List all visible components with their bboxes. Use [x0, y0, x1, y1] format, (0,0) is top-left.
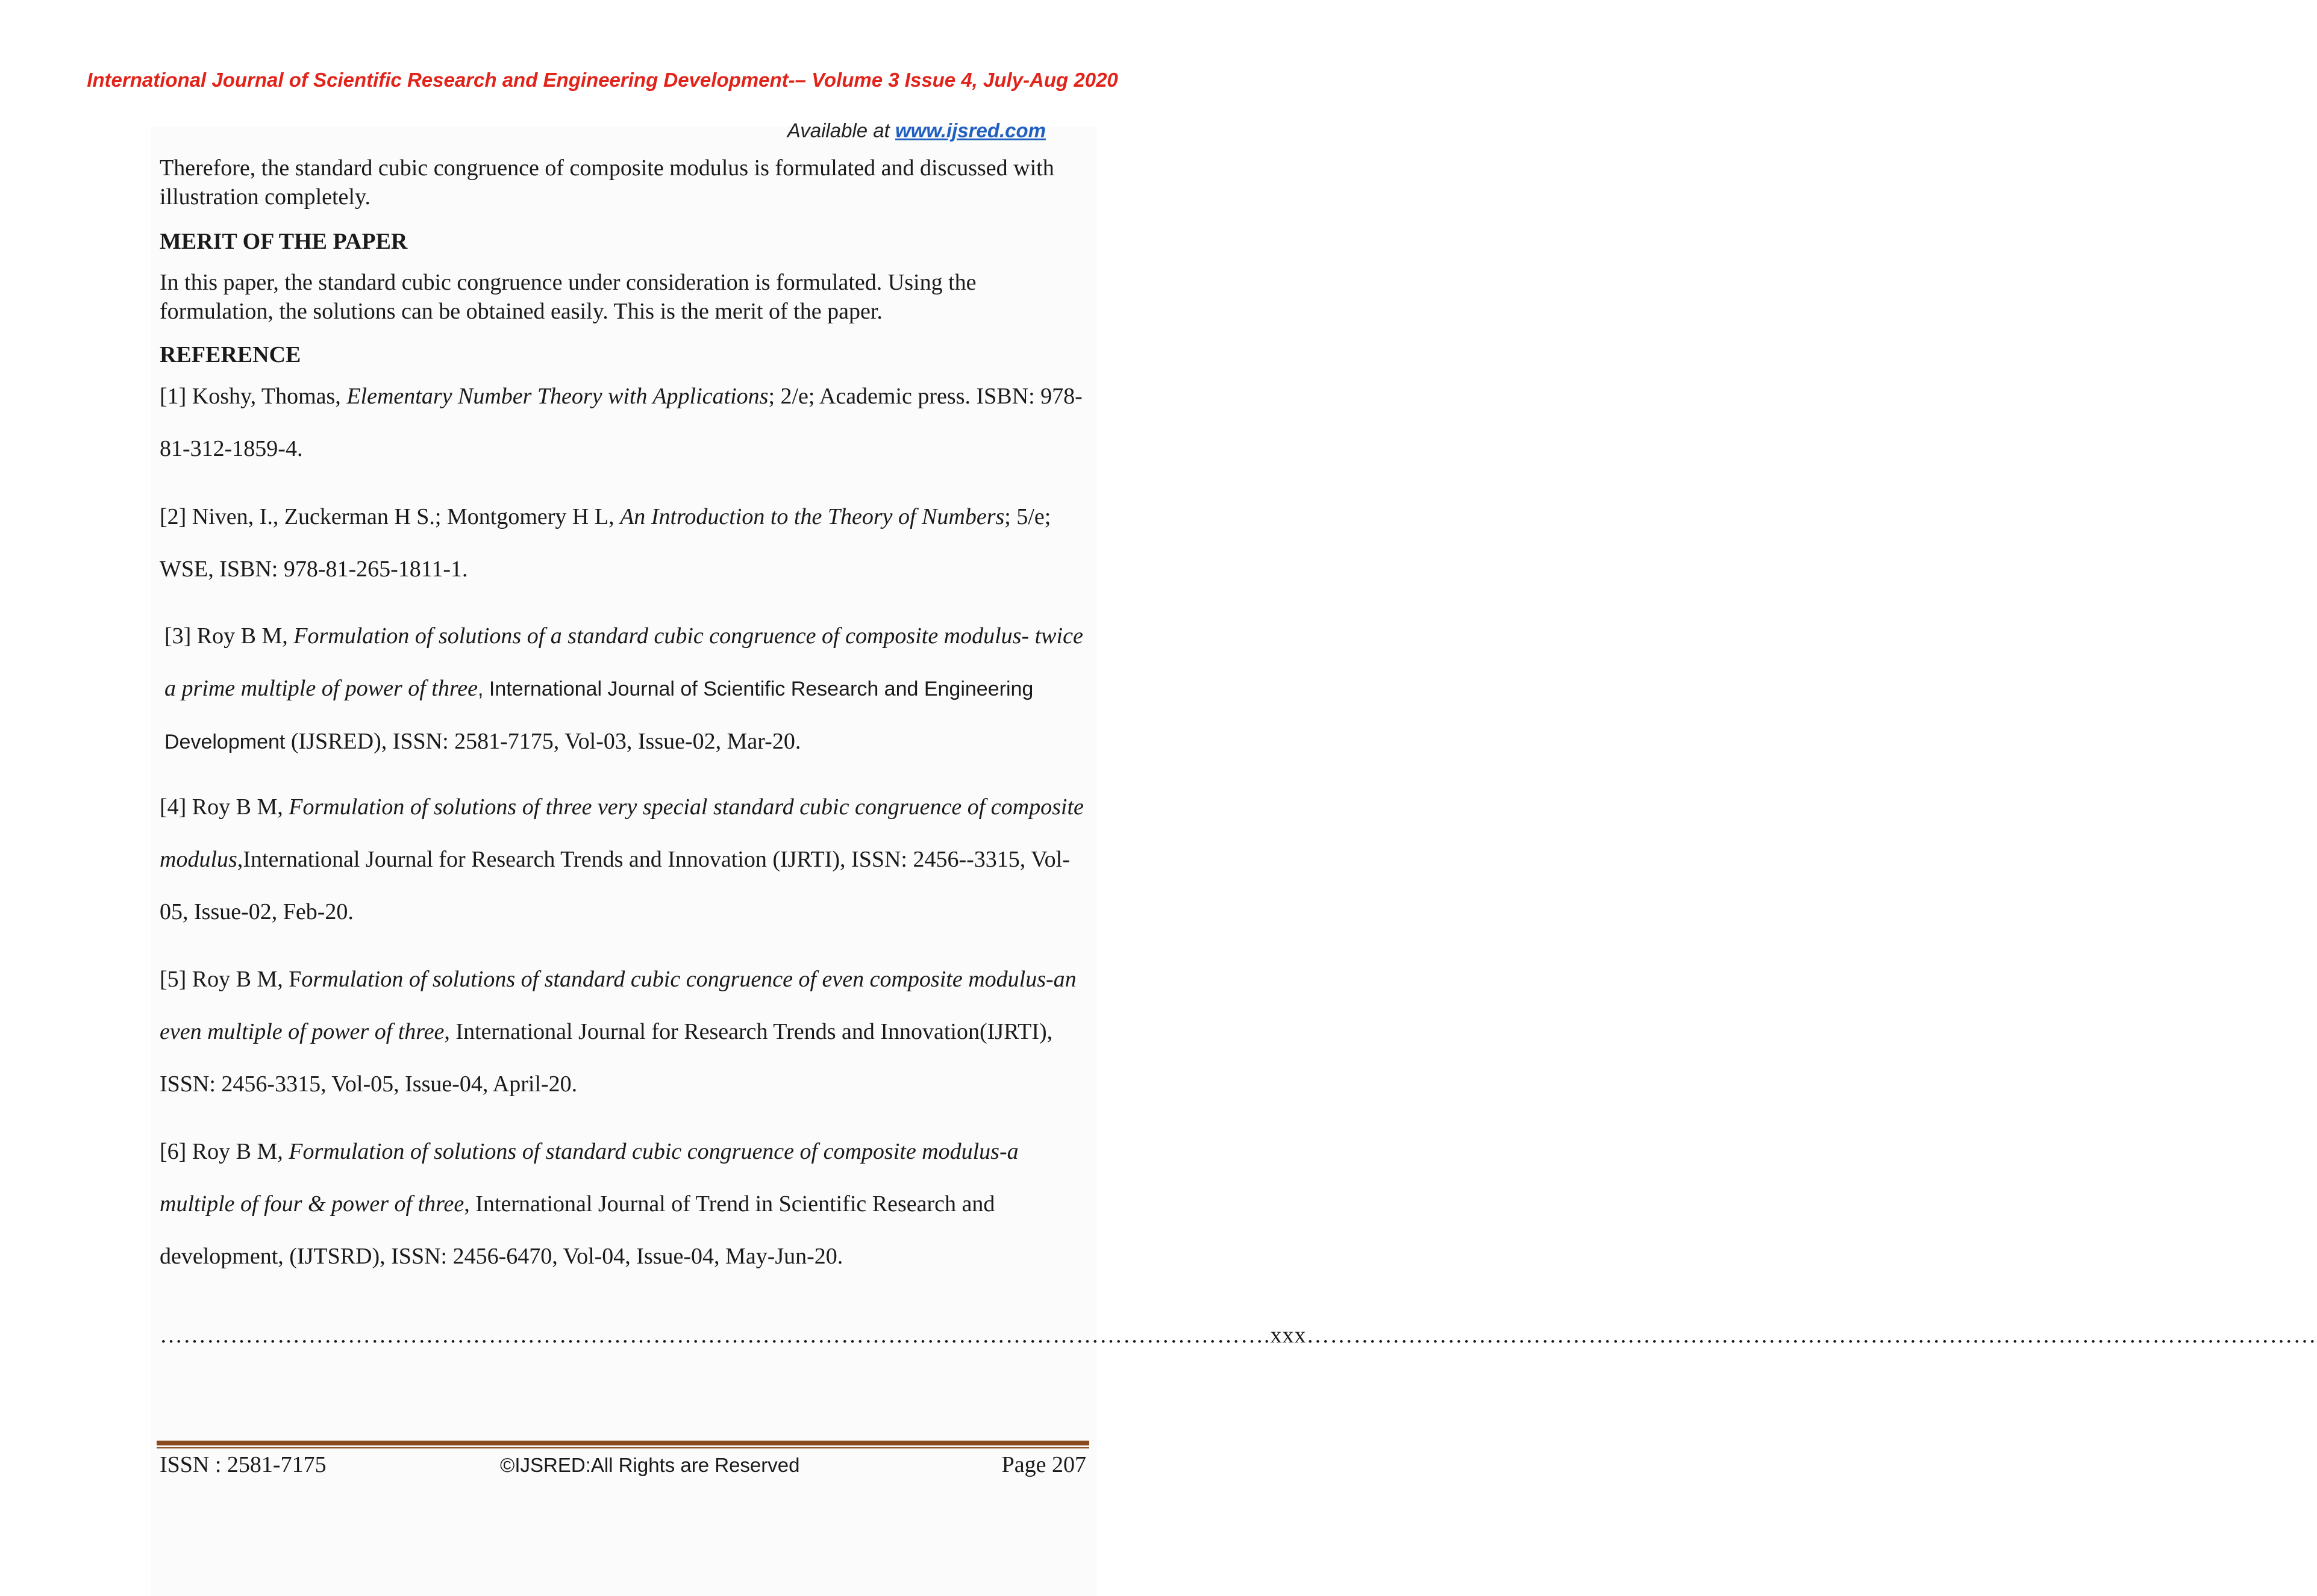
reference-item: [2] Niven, I., Zuckerman H S.; Montgomery H L, An Introduction to the Theory of Numbers; 5/e; WSE, ISBN: 978-81-265-1811-1. [160, 504, 1051, 582]
reference-item: [1] Koshy, Thomas, Elementary Number Theory with Applications; 2/e; Academic press. ISBN: 978-81-312-1859-4. [160, 384, 1083, 461]
end-separator: …………………………………………………………………………………………………………………………….xxx………………………………………………………………………………………………………………… [160, 1323, 2317, 1348]
reference-item: [6] Roy B M, Formulation of solutions of standard cubic congruence of composite modulus-a multiple of four & power of three, International Journal of Trend in Scientific Research and development, (IJTSRD), ISSN: 2456-6470, Vol-04, Issue-04, May-Jun-20. [160, 1139, 1019, 1269]
reference-heading: REFERENCE [160, 342, 301, 367]
available-at [787, 119, 1046, 142]
available-prefix: Available at [787, 119, 895, 142]
merit-paragraph: In this paper, the standard cubic congruence under consideration is formulated. Using the formulation, the solutions can be obtained easily. This is the merit of the paper. [160, 270, 977, 324]
reference-item: [3] Roy B M, Formulation of solutions of a standard cubic congruence of composite modulus- twice a prime multiple of power of three, International Journal of Scientific Research and Engineering Development (IJSRED), ISSN: 2581-7175, Vol-03, Issue-02, Mar-20. [164, 623, 1083, 754]
footer-rule [157, 1441, 1089, 1445]
reference-item: [5] Roy B M, Formulation of solutions of standard cubic congruence of even composite modulus-an even multiple of power of three, International Journal for Research Trends and Innovation(IJRTI), ISSN: 2456-3315, Vol-05, Issue-04, April-20. [160, 967, 1077, 1097]
intro-paragraph: Therefore, the standard cubic congruence of composite modulus is formulated and discussed with illustration completely. [160, 155, 1054, 210]
website-link[interactable]: www.ijsred.com [895, 119, 1046, 142]
footer-rule-thin [157, 1447, 1089, 1448]
reference-item: [4] Roy B M, Formulation of solutions of three very special standard cubic congruence of composite modulus,International Journal for Research Trends and Innovation (IJRTI), ISSN: 2456--3315, Vol-05, Issue-02, Feb-20. [160, 794, 1084, 924]
footer-copyright: ©IJSRED:All Rights are Reserved [500, 1454, 800, 1476]
journal-header: International Journal of Scientific Research and Engineering Development-– Volume 3 Issue 4, July-Aug 2020 [87, 69, 1118, 91]
footer-issn: ISSN : 2581-7175 [160, 1452, 327, 1477]
footer-page-number: Page 207 [1001, 1452, 1086, 1477]
merit-heading: MERIT OF THE PAPER [160, 229, 408, 254]
